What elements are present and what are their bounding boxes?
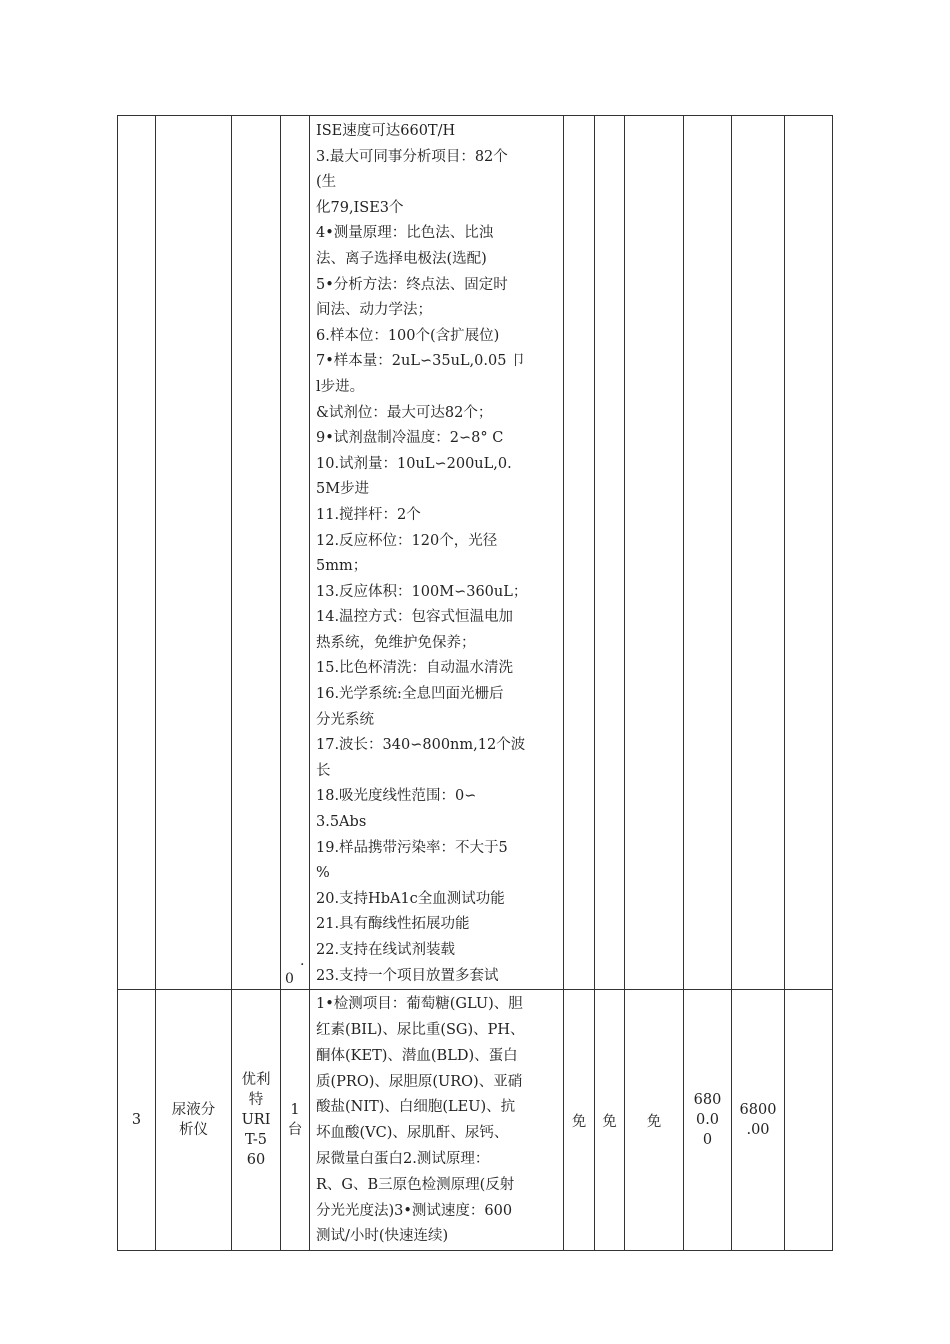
- col5-cell: [564, 990, 595, 1251]
- col5-cell-empty: [564, 116, 595, 990]
- brand-line: URI: [241, 1112, 271, 1129]
- spec-line: 15.比色杯清洗：自动温水清洗: [316, 660, 514, 677]
- unit-price-cell-empty: [684, 116, 732, 990]
- spec-line: 3.最大可同事分析项目：82个: [316, 148, 508, 165]
- spec-line: 5•分析方法：终点法、固定时: [316, 276, 508, 293]
- spec-cell-continued: [310, 116, 564, 990]
- seq-cell-empty: [118, 116, 156, 990]
- spec-line: 19.样品携带污染率：不大于5: [316, 839, 508, 856]
- spec-line: %: [316, 865, 330, 882]
- spec-line: 12.反应杯位：120个，光径: [316, 532, 498, 549]
- spec-line: 质(PRO)、尿胆原(URO)、亚硝: [316, 1073, 523, 1090]
- col7-value: 免: [646, 1113, 662, 1130]
- brand-line: 优利: [241, 1072, 271, 1089]
- spec-line: 测试/小时(快速连续): [316, 1228, 449, 1245]
- total-price-cell-empty: [732, 116, 785, 990]
- qty-cell-fragment: [281, 116, 310, 990]
- unit-price-line: 0: [702, 1132, 713, 1149]
- unit-price-line: 0.0: [695, 1112, 720, 1129]
- brand-model-cell: [232, 990, 281, 1251]
- name-cell-empty: [156, 116, 232, 990]
- remark-cell: [785, 990, 833, 1251]
- spec-line: 20.支持HbA1c全血测试功能: [316, 890, 505, 907]
- spec-line: 10.试剂量：10uL∽200uL,0.: [316, 455, 512, 472]
- spec-line: 5mm；: [316, 558, 368, 575]
- spec-line: 分光系统: [316, 711, 374, 728]
- unit-price-cell: [684, 990, 732, 1251]
- quantity-line: 台: [287, 1122, 303, 1139]
- procurement-table: [117, 115, 833, 1251]
- total-price-line: .00: [746, 1122, 770, 1139]
- spec-line: 坏血酸(VC)、尿肌酐、尿钙、: [316, 1125, 509, 1142]
- spec-line: 22.支持在线试剂装载: [316, 942, 456, 958]
- spec-line: l步进。: [316, 378, 365, 395]
- spec-line: 16.光学系统:全息凹面光栅后: [316, 686, 504, 703]
- spec-line: 长: [316, 762, 331, 779]
- spec-line: 法、离子选择电极法(选配): [316, 250, 487, 267]
- product-name-line: 尿液分: [171, 1102, 216, 1119]
- remark-cell-empty: [785, 116, 833, 990]
- product-name-line: 析仪: [179, 1122, 208, 1139]
- total-price-cell: [732, 990, 785, 1251]
- spec-line: 间法、动力学法；: [316, 302, 432, 319]
- quantity-cell: [281, 990, 310, 1251]
- spec-line: 酮体(KET)、潜血(BLD)、蛋白: [316, 1047, 518, 1064]
- table-row-item-3: [118, 990, 833, 1251]
- spec-line: 23.支持一个项目放置多套试: [316, 967, 499, 984]
- spec-line: 13.反应体积：100M∽360uL；: [316, 583, 528, 600]
- spec-line: 热系统，免维护免保养；: [316, 634, 476, 651]
- col7-cell-empty: [625, 116, 684, 990]
- seq-number: 3: [131, 1112, 142, 1129]
- brand-line: 60: [246, 1152, 266, 1169]
- total-price-line: 6800: [739, 1102, 777, 1119]
- spec-line: 尿微量白蛋白2.测试原理：: [316, 1150, 490, 1167]
- spec-line: 21.具有酶线性拓展功能: [316, 916, 470, 933]
- col6-cell-empty: [595, 116, 625, 990]
- spec-line: 17.波长：340∽800nm,12个波: [316, 737, 526, 754]
- brand-line: T-5: [245, 1132, 267, 1149]
- col7-cell: [625, 990, 684, 1251]
- spec-line: &试剂位：最大可达82个；: [316, 404, 493, 421]
- spec-line: R、G、B三原色检测原理(反射: [316, 1176, 515, 1193]
- table-row-continued: [118, 116, 833, 990]
- col5-value: 免: [571, 1113, 587, 1130]
- spec-line: 1•检测项目：葡萄糖(GLU)、胆: [316, 996, 523, 1013]
- spec-line: 3.5Abs: [316, 814, 367, 831]
- spec-line: ISE速度可达660T/H: [316, 123, 456, 139]
- spec-line: (生: [316, 174, 337, 191]
- spec-line: 酸盐(NIT)、白细胞(LEU)、抗: [316, 1099, 516, 1116]
- seq-cell: [118, 990, 156, 1251]
- spec-line: 分光光度法)3•测试速度：600: [316, 1202, 513, 1219]
- spec-line: 9•试剂盘制冷温度：2∽8° C: [316, 430, 504, 447]
- col6-value: 免: [602, 1113, 617, 1130]
- product-name-cell: [156, 990, 232, 1251]
- spec-cell-item-3: [310, 990, 564, 1251]
- unit-price-line: 680: [693, 1092, 722, 1109]
- spec-line: 红素(BIL)、尿比重(SG)、PH、: [316, 1021, 525, 1038]
- spec-line: 18.吸光度线性范围：0∽: [316, 788, 477, 805]
- brand-cell-empty: [232, 116, 281, 990]
- spec-line: 4•测量原理：比色法、比浊: [316, 225, 494, 242]
- col6-cell: [595, 990, 625, 1251]
- brand-line: 特: [248, 1092, 264, 1109]
- spec-line: 7•样本量：2uL∽35uL,0.05 卩: [316, 353, 526, 370]
- qty-dot: .: [300, 953, 305, 970]
- quantity-line: 1: [290, 1102, 300, 1119]
- spec-line: 6.样本位：100个(含扩展位): [316, 327, 500, 344]
- spec-line: 11.搅拌杆：2个: [316, 506, 421, 523]
- spec-line: 14.温控方式：包容式恒温电加: [316, 609, 514, 626]
- spec-line: 5M步进: [316, 481, 370, 498]
- qty-zero: 0: [285, 971, 294, 988]
- spec-line: 化79,ISE3个: [316, 199, 404, 216]
